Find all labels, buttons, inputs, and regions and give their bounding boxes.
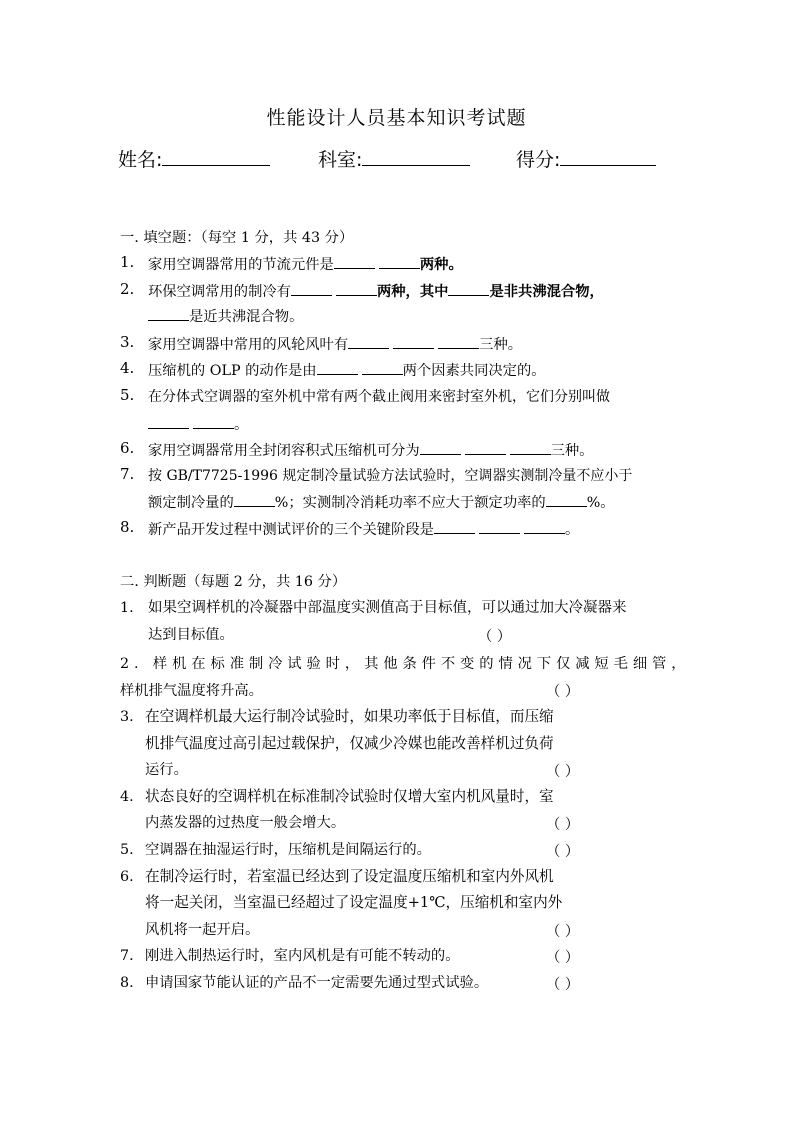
fill-q3: 家用空调器中常用的风轮风叶有 三种。 — [148, 334, 522, 355]
name-blank[interactable] — [162, 147, 270, 166]
tf-q3-line2: 机排气温度过高引起过载保护，仅减少冷媒也能改善样机过负荷 — [145, 735, 554, 752]
blank[interactable] — [336, 281, 377, 296]
tf-q7-number: 7. — [120, 948, 134, 964]
tf-q2-line1: 2. 样机在标准制冷试验时，其他条件不变的情况下仅减短毛细管， — [120, 656, 691, 672]
fill-q1: 家用空调器常用的节流元件是 两种。 — [148, 254, 463, 275]
fill-q5-line1: 在分体式空调器的室外机中常有两个截止阀用来密封室外机，它们分别叫做 — [148, 389, 610, 405]
tf-q4-answer[interactable]: （ ） — [546, 817, 580, 833]
blank[interactable] — [420, 440, 461, 455]
blank[interactable] — [479, 519, 520, 534]
fill-q3-number: 3. — [120, 333, 135, 351]
blank[interactable] — [510, 440, 551, 455]
name-label: 姓名: — [118, 149, 163, 171]
tf-q4-number: 4. — [120, 789, 134, 805]
fill-q5-line2: 。 — [148, 414, 248, 435]
blank[interactable] — [524, 519, 565, 534]
blank[interactable] — [546, 492, 587, 507]
tf-q1-line2: 达到目标值。 — [148, 627, 234, 643]
blank[interactable] — [379, 254, 420, 269]
score-field[interactable] — [516, 145, 656, 172]
fill-q7-number: 7. — [120, 465, 135, 483]
fill-q7-line1: 按 GB/T7725-1996 规定制冷量试验方法试验时，空调器实测制冷量不应小于 — [148, 468, 633, 484]
blank[interactable] — [348, 334, 389, 349]
tf-q2-line2: 样机排气温度将升高。 — [120, 683, 263, 699]
score-label: 得分: — [516, 149, 561, 171]
section1-heading: 一. 填空题：（每空 1 分，共 43 分） — [120, 230, 354, 246]
tf-q1-line1: 如果空调样机的冷凝器中部温度实测值高于目标值，可以通过加大冷凝器来 — [148, 600, 627, 616]
fill-q4-number: 4. — [120, 359, 135, 377]
tf-q3-line1: 在空调样机最大运行制冷试验时，如果功率低于目标值，而压缩 — [145, 708, 554, 725]
tf-q6-line1: 在制冷运行时，若室温已经达到了设定温度压缩机和室内外风机 — [145, 868, 554, 885]
tf-q6-line3: 风机将一起开启。 — [145, 922, 260, 938]
tf-q2-answer[interactable]: （ ） — [546, 684, 580, 700]
fill-q7-line2: 额定制冷量的 %；实测制冷消耗功率不应大于额定功率的 %。 — [148, 492, 615, 513]
tf-q6-answer[interactable]: （ ） — [546, 924, 580, 940]
tf-q3-line3: 运行。 — [145, 762, 188, 778]
tf-q7-answer[interactable]: （ ） — [546, 950, 580, 966]
blank[interactable] — [438, 334, 479, 349]
fill-q1-number: 1. — [120, 253, 135, 271]
blank[interactable] — [291, 281, 332, 296]
section2-heading: 二. 判断题（每题 2 分，共 16 分） — [120, 574, 347, 590]
tf-q5-number: 5. — [120, 842, 134, 858]
blank[interactable] — [434, 519, 475, 534]
fill-q5-number: 5. — [120, 386, 135, 404]
blank[interactable] — [465, 440, 506, 455]
tf-q3-number: 3. — [120, 709, 134, 725]
fill-q4: 压缩机的 OLP 的动作是由 两个因素共同决定的。 — [148, 360, 546, 381]
tf-q4-line1: 状态良好的空调样机在标准制冷试验时仅增大室内机风量时，室 — [145, 788, 554, 805]
department-blank[interactable] — [362, 147, 470, 166]
department-field[interactable] — [318, 145, 470, 172]
tf-q6-line2: 将一起关闭，当室温已经超过了设定温度+1℃，压缩机和室内外 — [145, 894, 563, 911]
tf-q8-number: 8. — [120, 975, 134, 991]
blank[interactable] — [148, 306, 189, 321]
fill-q6-number: 6. — [120, 439, 135, 457]
tf-q7-line1: 刚进入制热运行时，室内风机是有可能不转动的。 — [145, 948, 460, 964]
blank[interactable] — [148, 414, 189, 429]
blank[interactable] — [234, 492, 275, 507]
fill-q8: 新产品开发过程中测试评价的三个关键阶段是 。 — [148, 519, 579, 540]
tf-q1-number: 1. — [120, 600, 134, 616]
tf-q3-answer[interactable]: （ ） — [546, 764, 580, 780]
name-field[interactable] — [118, 145, 270, 172]
blank[interactable] — [193, 414, 234, 429]
fill-q8-number: 8. — [120, 518, 135, 536]
fill-q2-line1: 环保空调常用的制冷有 两种，其中 是非共沸混合物， — [148, 281, 604, 302]
tf-q1-answer[interactable]: （ ） — [478, 629, 512, 645]
blank[interactable] — [448, 281, 489, 296]
tf-q6-number: 6. — [120, 869, 134, 885]
fill-q2-line2: 是近共沸混合物。 — [148, 306, 303, 327]
score-blank[interactable] — [560, 147, 656, 166]
tf-q4-line2: 内蒸发器的过热度一般会增大。 — [145, 815, 346, 831]
tf-q5-line1: 空调器在抽湿运行时，压缩机是间隔运行的。 — [145, 842, 431, 858]
blank[interactable] — [317, 360, 358, 375]
blank[interactable] — [393, 334, 434, 349]
blank[interactable] — [334, 254, 375, 269]
fill-q6: 家用空调器常用全封闭容积式压缩机可分为 三种。 — [148, 440, 594, 461]
department-label: 科室: — [318, 149, 363, 171]
blank[interactable] — [362, 360, 403, 375]
tf-q8-answer[interactable]: （ ） — [546, 977, 580, 993]
tf-q8-line1: 申请国家节能认证的产品不一定需要先通过型式试验。 — [145, 975, 489, 991]
page-title: 性能设计人员基本知识考试题 — [266, 107, 527, 129]
tf-q5-answer[interactable]: （ ） — [546, 844, 580, 860]
fill-q2-number: 2. — [120, 280, 135, 298]
